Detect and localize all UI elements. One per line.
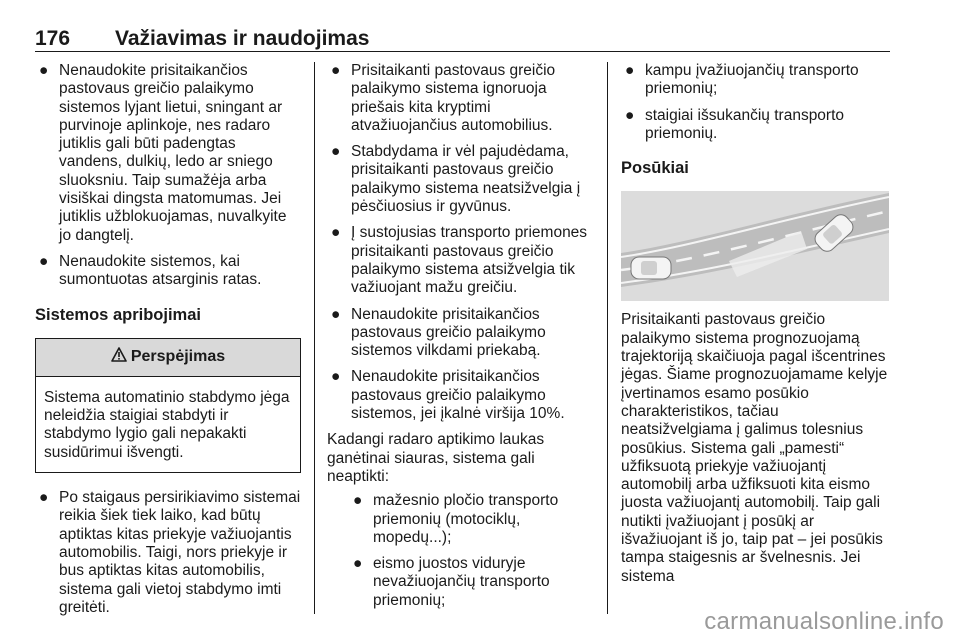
list-item-text: Po staigaus persirikiavimo sistemai reikia šiek tiek laiko, kad būtų aptiktas kitas priekyje važiuojantis automobilis. Taigi, nors priekyje ir bus aptiktas kitas automobilis, sistema gali vietoj stabdymo imti greitėti. [59,489,301,616]
column-3 [621,62,889,586]
bullet-icon: ● [331,143,341,161]
bullet-icon: ● [353,492,363,510]
bullet-icon: ● [353,555,363,573]
warning-box [35,338,301,473]
column-divider [607,62,608,614]
warning-header [36,339,300,377]
paragraph: Kadangi radaro aptikimo laukas ganėtinai siauras, sistema gali neaptikti: [327,431,545,485]
bullet-icon: ● [331,62,341,79]
bullet-icon: ● [331,368,341,386]
page-header [35,27,369,51]
bullet-icon: ● [39,62,49,79]
list-item [349,492,595,547]
list-item [35,253,301,290]
paragraph: Prisitaikanti pastovaus greičio palaikymo sistema prognozuojamą trajektoriją skaičiuoja pagal išcentrines jėgas. Šiame prognozuojamame kelyje įvertinamos esamo posūkio charakteristikos, tačiau neatsižvelgiama į galimus tolesnius posūkius. Sistema gali „pamesti“ užfiksuotą priekyje važiuojantį automobilį arba užfiksuoti kita eismo juosta važiuojantį automobilį. Taip gali nutikti įvažiuojant į posūkį ar išvažiuojant iš jo, taip pat – jei posūkis tampa staigesnis ar švelnesnis. Jei sistema [621,311,888,585]
bullet-icon: ● [39,489,49,507]
road-curve-image [621,191,889,301]
list-item-text: eismo juostos viduryje nevažiuojančių transporto priemonių; [373,555,550,609]
list-item-text: Nenaudokite prisitaikančios pastovaus greičio palaikymo sistemos lyjant lietui, sningant ar purvinoje aplinkoje, nes radaro jutiklis gali būti padengtas vandens, dulkių, ledo ar sniego sluoksniu. Taip sumažėja arba visiškai dingsta matomumas. Jei jutiklis užblokuojamas, nuvalkyite jo dangtelį. [59,62,287,244]
bullet-icon: ● [39,252,49,270]
column-divider [314,62,315,614]
warning-title: Perspėjimas [130,348,226,366]
column-1 [35,62,301,625]
list-item-text: Nenaudokite prisitaikančios pastovaus greičio palaikymo sistemos, jei įkalnė viršija 10%. [351,368,565,423]
list-item-text: mažesnio pločio transporto priemonių (motociklų, mopedų...); [373,492,559,546]
section-heading: Posūkiai [621,159,689,178]
list-item-text: Prisitaikanti pastovaus greičio palaikymo sistema ignoruoja priešais kita kryptimi atvažiuojančius automobilius. [351,62,556,134]
list-item [35,489,301,617]
list-item [621,62,889,99]
list-item [349,555,595,610]
list-item [327,224,595,297]
list-item [327,306,595,361]
list-item-text: Nenaudokite prisitaikančios pastovaus greičio palaikymo sistemos vilkdami priekabą. [351,305,546,360]
column-2 [327,62,595,618]
watermark: carmanualsonline.info [704,608,944,635]
list-item [327,62,595,135]
bullet-icon: ● [625,106,635,124]
list-item [621,107,889,144]
list-item [327,143,595,216]
curve-illustration [621,191,889,301]
page-number: 176 [35,27,71,50]
list-item [327,368,595,423]
car-front-icon [631,257,671,279]
warning-triangle-icon [111,347,127,367]
bullet-icon: ● [625,62,635,79]
bullet-icon: ● [331,305,341,323]
header-rule [35,51,890,52]
bullet-icon: ● [331,224,341,242]
list-item-text: Stabdydama ir vėl pajudėdama, prisitaikanti pastovaus greičio palaikymo sistema neatsižvelgia į pėsčiuosius ir gyvūnus. [351,143,581,216]
warning-text: Sistema automatinio stabdymo jėga neleidžia staigiai stabdyti ir stabdymo lygio gali nepakakti susidūrimui išvengti. [44,388,290,461]
list-item-text: kampu įvažiuojančių transporto priemonių; [645,62,859,98]
list-item-text: Į sustojusias transporto priemones prisitaikanti pastovaus greičio palaikymo sistema atsižvelgia tik važiuojant mažu greičiu. [351,224,588,297]
page-title: Važiavimas ir naudojimas [115,27,370,50]
list-item-text: Nenaudokite sistemos, kai sumontuotas atsarginis ratas. [59,252,262,289]
list-item [35,62,301,245]
list-item-text: staigiai išsukančių transporto priemonių. [645,106,845,142]
section-heading: Sistemos apribojimai [35,305,201,324]
